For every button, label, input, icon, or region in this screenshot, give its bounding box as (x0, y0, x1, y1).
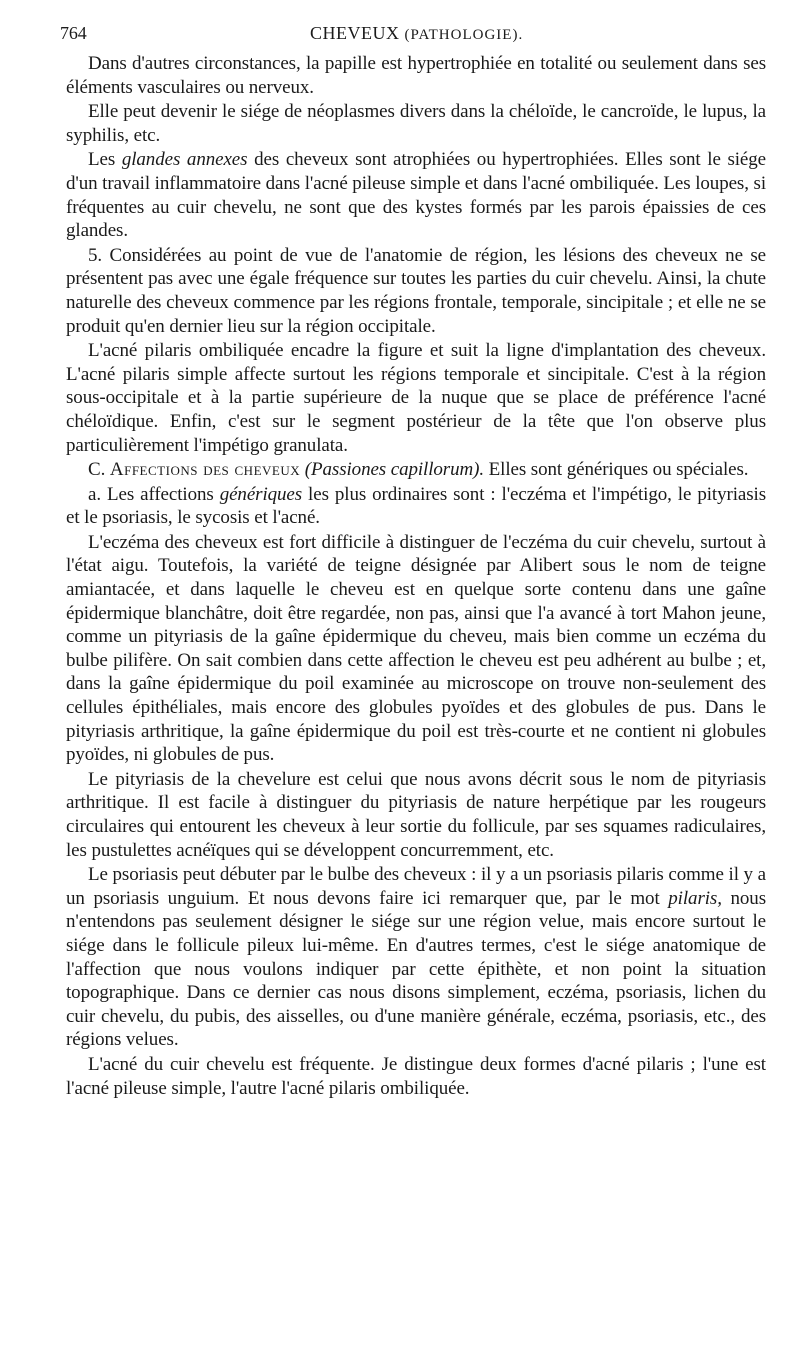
running-header (60, 22, 766, 52)
book-page (60, 22, 766, 1100)
running-title-subtitle: (PATHOLOGIE). (404, 27, 524, 43)
text-run: Le psoriasis peut débuter par le bulbe des cheveux : il y a un psoriasis pilaris comme il y a un psoriasis unguium. Et nous devons faire ici remarquer que, par le mot (66, 864, 766, 909)
paragraph (66, 863, 766, 1052)
paragraph: Dans d'autres circonstances, la papille est hypertrophiée en totalité ou seulement dans ses éléments vasculaires ou nerveux. (66, 53, 766, 98)
text-run: a. Les affections (88, 483, 220, 505)
text-run: nous n'entendons pas seulement désigner le siége sur une région velue, mais encore surtout le siége dans le follicule pileux lui-même. En d'autres termes, c'est le siége anatomique de l'affection que nous voulons indiquer par cette épithète, et non point la situation topographique. Dans ce dernier cas nous disons simplement, eczéma, psoriasis, lichen du cuir chevelu, du pubis, des aisselles, ou d'une manière générale, eczéma, psoriasis, etc., des régions velues. (66, 887, 766, 1051)
paragraph (66, 483, 766, 530)
text-run: les plus ordinaires sont : l'eczéma et l'impétigo, le pityriasis et le psoriasis, le sycosis et l'acné. (66, 483, 766, 529)
paragraph: 5. Considérées au point de vue de l'anatomie de région, les lésions des cheveux ne se présentent pas avec une égale fréquence sur toutes les parties du cuir chevelu. Ainsi, la chute naturelle des cheveux commence par les régions frontale, temporale, sincipitale ; et elle ne se produit qu'en dernier lieu sur la région occipitale. (66, 244, 766, 337)
text-run: Les (88, 149, 122, 171)
italic-term: glandes annexes (121, 149, 248, 171)
section-title: Affections des cheveux (109, 459, 301, 481)
paragraph: L'acné du cuir chevelu est fréquente. Je distingue deux formes d'acné pilaris ; l'une est l'acné pileuse simple, l'autre l'acné pilaris ombiliquée. (66, 1053, 766, 1099)
text-run: des cheveux sont atrophiées ou hypertrophiées. Elles sont le siége d'un travail inflammatoire dans l'acné pileuse simple et dans l'acné ombiliquée. Les loupes, si fréquentes au cuir chevelu, ne sont que des kystes formés par les parois épaissies de ces glandes. (66, 149, 766, 242)
italic-term: génériques (219, 483, 303, 505)
paragraph: L'acné pilaris ombiliquée encadre la figure et suit la ligne d'implantation des cheveux. L'acné pilaris simple affecte surtout les régions temporale et sincipitale. C'est à la région sous-occipitale et à la partie supérieure de la nuque que se place de préférence l'acné chéloïdique. Enfin, c'est sur le segment postérieur de la tête que l'on observe plus particulièrement l'impétigo granulata. (66, 340, 766, 456)
paragraph (66, 148, 766, 242)
page-number: 764 (60, 23, 87, 43)
latin-term: (Passiones capillorum). (304, 459, 485, 481)
paragraph: L'eczéma des cheveux est fort difficile à distinguer de l'eczéma du cuir chevelu, surtout à l'état aigu. Toutefois, la variété de teigne désignée par Alibert sous le nom de teigne amiantacée, et dans laquelle le cheveu est en quelque sorte contenu dans une gaîne épidermique blanchâtre, doit être regardée, non pas, ainsi que l'a avancé à tort Mahon jeune, comme un pityriasis de la gaîne épidermique du cheveu, mais bien comme un eczéma du bulbe pilifère. On sait combien dans cette affection le cheveu est peu adhérent au bulbe ; et, dans la gaîne épidermique du poil examinée au microscope on trouve non-seulement des cellules épithéliales, mais encore des globules pyoïdes et des globules de pus. Dans le pityriasis arthritique, la gaîne épidermique du poil est très-courte et ne contient ni globules pyoïdes, ni globules de pus. (66, 531, 766, 766)
section-letter: C. (88, 459, 110, 481)
paragraph: Elle peut devenir le siége de néoplasmes divers dans la chéloïde, le cancroïde, le lupus, la syphilis, etc. (66, 101, 766, 146)
italic-term: pilaris, (668, 887, 722, 909)
running-title-main: CHEVEUX (310, 23, 400, 43)
section-heading-paragraph (66, 458, 766, 482)
running-title (310, 22, 523, 48)
text-run: Elles sont génériques ou spéciales. (484, 459, 749, 481)
paragraph: Le pityriasis de la chevelure est celui que nous avons décrit sous le nom de pityriasis arthritique. Il est facile à distinguer du pityriasis de nature herpétique par les rougeurs circulaires qui entourent les cheveux à leur sortie du follicule, par ses squames radiculaires, les pustulettes acnéïques qui se développent concurremment, etc. (66, 768, 766, 861)
